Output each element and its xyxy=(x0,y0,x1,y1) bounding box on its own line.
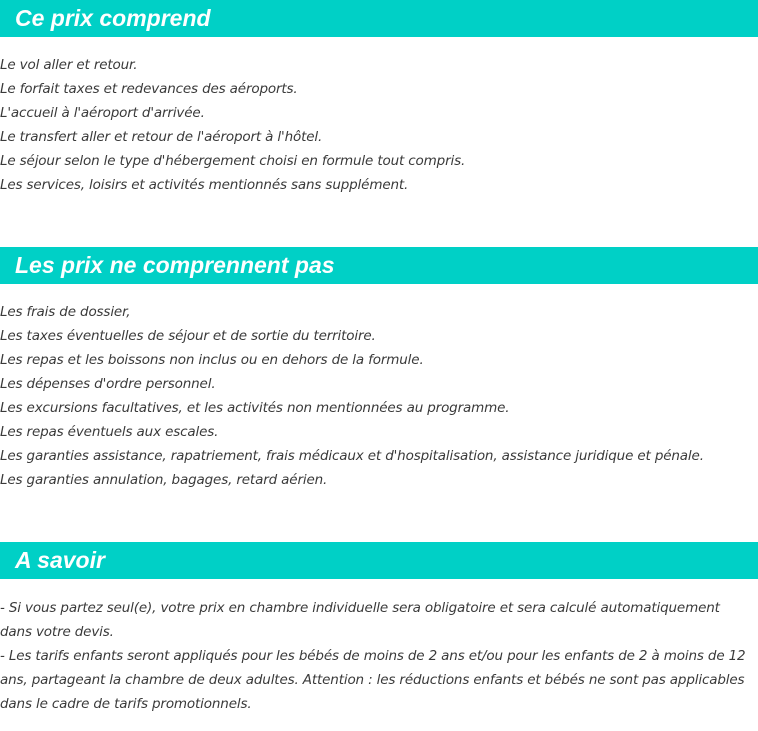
list-item: Le transfert aller et retour de l'aéroport à l'hôtel. xyxy=(0,129,323,145)
section-heading-price-excludes: Les prix ne comprennent pas xyxy=(0,247,758,284)
note-paragraph: - Si vous partez seul(e), votre prix en chambre individuelle sera obligatoire et sera calculé automatiquement dans votre devis. xyxy=(0,600,720,640)
list-item: Les garanties annulation, bagages, retard aérien. xyxy=(0,472,328,488)
list-item: Le séjour selon le type d'hébergement choisi en formule tout compris. xyxy=(0,153,466,169)
list-item: Les repas et les boissons non inclus ou en dehors de la formule. xyxy=(0,352,424,368)
list-item: Les dépenses d'ordre personnel. xyxy=(0,376,216,392)
good-to-know-notes xyxy=(0,596,752,716)
price-excludes-list xyxy=(0,300,758,492)
list-item: Les services, loisirs et activités mentionnés sans supplément. xyxy=(0,177,409,193)
list-item: Les excursions facultatives, et les activités non mentionnées au programme. xyxy=(0,400,510,416)
note-paragraph: - Les tarifs enfants seront appliqués pour les bébés de moins de 2 ans et/ou pour les enfants de 2 à moins de 12 ans, partageant la chambre de deux adultes. Attention : les réductions enfants et bébés ne sont pas applicables dans le cadre de tarifs promotionnels. xyxy=(0,648,746,712)
list-item: Les repas éventuels aux escales. xyxy=(0,424,219,440)
section-heading-price-includes: Ce prix comprend xyxy=(0,0,758,37)
list-item: L'accueil à l'aéroport d'arrivée. xyxy=(0,105,205,121)
list-item: Le forfait taxes et redevances des aéroports. xyxy=(0,81,298,97)
price-includes-list xyxy=(0,53,758,197)
section-heading-good-to-know: A savoir xyxy=(0,542,758,579)
list-item: Les garanties assistance, rapatriement, frais médicaux et d'hospitalisation, assistance juridique et pénale. xyxy=(0,448,704,464)
list-item: Le vol aller et retour. xyxy=(0,57,138,73)
list-item: Les frais de dossier, xyxy=(0,304,131,320)
list-item: Les taxes éventuelles de séjour et de sortie du territoire. xyxy=(0,328,376,344)
